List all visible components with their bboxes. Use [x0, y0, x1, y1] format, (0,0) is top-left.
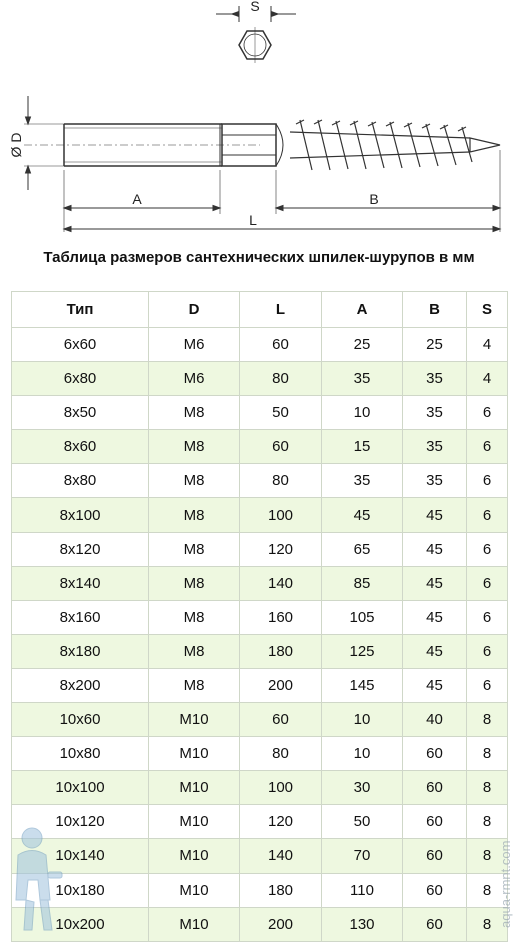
cell-b: 45	[403, 634, 467, 668]
cell-b: 45	[403, 566, 467, 600]
cell-a: 25	[322, 328, 403, 362]
cell-l: 180	[240, 873, 322, 907]
cell-s: 8	[467, 703, 508, 737]
cell-b: 40	[403, 703, 467, 737]
diameter-label: Ø D	[8, 132, 24, 158]
cell-a: 85	[322, 566, 403, 600]
cell-s: 8	[467, 839, 508, 873]
cell-type: 10x200	[12, 907, 149, 941]
cell-l: 120	[240, 532, 322, 566]
cell-l: 160	[240, 600, 322, 634]
cell-type: 10x140	[12, 839, 149, 873]
header-type: Тип	[12, 292, 149, 328]
table-row	[12, 634, 508, 668]
cell-d: M10	[149, 907, 240, 941]
cell-b: 35	[403, 464, 467, 498]
table-row	[12, 771, 508, 805]
cell-d: M6	[149, 362, 240, 396]
cell-s: 6	[467, 498, 508, 532]
cell-d: M6	[149, 328, 240, 362]
header-a: A	[322, 292, 403, 328]
a-dimension-label: A	[132, 191, 142, 207]
table-row	[12, 737, 508, 771]
cell-l: 140	[240, 566, 322, 600]
table-header-row	[12, 292, 508, 328]
cell-b: 25	[403, 328, 467, 362]
cell-type: 10x120	[12, 805, 149, 839]
cell-s: 6	[467, 396, 508, 430]
cell-b: 45	[403, 532, 467, 566]
cell-l: 100	[240, 498, 322, 532]
cell-b: 60	[403, 771, 467, 805]
cell-d: M8	[149, 668, 240, 702]
l-dimension-label: L	[249, 212, 257, 228]
cell-s: 8	[467, 907, 508, 941]
table-row	[12, 873, 508, 907]
cell-a: 15	[322, 430, 403, 464]
cell-a: 130	[322, 907, 403, 941]
cell-a: 30	[322, 771, 403, 805]
cell-d: M8	[149, 532, 240, 566]
cell-b: 45	[403, 498, 467, 532]
table-row	[12, 805, 508, 839]
cell-d: M10	[149, 703, 240, 737]
cell-d: M8	[149, 498, 240, 532]
cell-l: 60	[240, 430, 322, 464]
cell-s: 6	[467, 532, 508, 566]
cell-b: 45	[403, 600, 467, 634]
cell-type: 6x80	[12, 362, 149, 396]
cell-l: 100	[240, 771, 322, 805]
cell-b: 60	[403, 839, 467, 873]
cell-b: 35	[403, 396, 467, 430]
cell-l: 180	[240, 634, 322, 668]
header-b: B	[403, 292, 467, 328]
header-l: L	[240, 292, 322, 328]
metric-thread-section	[24, 124, 260, 166]
cell-a: 65	[322, 532, 403, 566]
cell-d: M10	[149, 839, 240, 873]
cell-type: 8x160	[12, 600, 149, 634]
cell-type: 8x120	[12, 532, 149, 566]
dimensions-table	[11, 291, 508, 942]
cell-d: M10	[149, 771, 240, 805]
cell-type: 10x60	[12, 703, 149, 737]
cell-s: 8	[467, 805, 508, 839]
table-row	[12, 328, 508, 362]
table-row	[12, 907, 508, 941]
cell-s: 6	[467, 464, 508, 498]
cell-l: 140	[240, 839, 322, 873]
cell-d: M10	[149, 805, 240, 839]
cell-s: 6	[467, 600, 508, 634]
cell-a: 110	[322, 873, 403, 907]
table-row	[12, 600, 508, 634]
cell-a: 105	[322, 600, 403, 634]
cell-b: 60	[403, 873, 467, 907]
table-row	[12, 532, 508, 566]
table-row	[12, 566, 508, 600]
b-dimension-label: B	[369, 191, 379, 207]
cell-l: 80	[240, 362, 322, 396]
cell-l: 200	[240, 668, 322, 702]
cell-a: 45	[322, 498, 403, 532]
cell-a: 70	[322, 839, 403, 873]
cell-type: 8x50	[12, 396, 149, 430]
cell-s: 8	[467, 737, 508, 771]
cell-s: 4	[467, 362, 508, 396]
table-row	[12, 464, 508, 498]
cell-b: 35	[403, 430, 467, 464]
wood-screw-thread	[290, 120, 500, 170]
cell-type: 8x180	[12, 634, 149, 668]
cell-s: 8	[467, 873, 508, 907]
diameter-dimension	[24, 96, 64, 190]
cell-type: 8x140	[12, 566, 149, 600]
cell-b: 45	[403, 668, 467, 702]
cell-d: M10	[149, 737, 240, 771]
cell-type: 6x60	[12, 328, 149, 362]
cell-l: 80	[240, 464, 322, 498]
table-row	[12, 839, 508, 873]
cell-b: 60	[403, 805, 467, 839]
header-s: S	[467, 292, 508, 328]
cell-s: 6	[467, 634, 508, 668]
cell-l: 50	[240, 396, 322, 430]
cell-d: M8	[149, 430, 240, 464]
table-row	[12, 498, 508, 532]
watermark-text: aqua-rmnt.com	[498, 840, 513, 928]
cell-l: 200	[240, 907, 322, 941]
cell-a: 50	[322, 805, 403, 839]
cell-type: 10x80	[12, 737, 149, 771]
hex-s-label: S	[250, 0, 260, 14]
cell-type: 8x80	[12, 464, 149, 498]
cell-l: 60	[240, 703, 322, 737]
cell-a: 145	[322, 668, 403, 702]
cell-type: 8x200	[12, 668, 149, 702]
cell-s: 4	[467, 328, 508, 362]
cell-a: 10	[322, 703, 403, 737]
table-row	[12, 396, 508, 430]
cell-d: M8	[149, 396, 240, 430]
cell-a: 125	[322, 634, 403, 668]
cell-type: 10x100	[12, 771, 149, 805]
cell-type: 10x180	[12, 873, 149, 907]
cell-d: M8	[149, 464, 240, 498]
cell-b: 60	[403, 907, 467, 941]
table-row	[12, 362, 508, 396]
cell-s: 6	[467, 430, 508, 464]
table-row	[12, 668, 508, 702]
cell-d: M8	[149, 566, 240, 600]
cell-d: M8	[149, 634, 240, 668]
hex-top-view	[216, 6, 296, 63]
cell-a: 10	[322, 396, 403, 430]
cell-type: 8x60	[12, 430, 149, 464]
cell-d: M10	[149, 873, 240, 907]
cell-s: 8	[467, 771, 508, 805]
cell-a: 35	[322, 362, 403, 396]
table-row	[12, 703, 508, 737]
cell-s: 6	[467, 566, 508, 600]
table-title: Таблица размеров сантехнических шпилек-шурупов в мм	[43, 249, 475, 266]
plumber-mascot-image	[10, 820, 70, 940]
cell-l: 80	[240, 737, 322, 771]
cell-b: 60	[403, 737, 467, 771]
cell-b: 35	[403, 362, 467, 396]
cell-l: 60	[240, 328, 322, 362]
cell-l: 120	[240, 805, 322, 839]
cell-s: 6	[467, 668, 508, 702]
stud-screw-drawing	[0, 0, 518, 240]
cell-d: M8	[149, 600, 240, 634]
table-row	[12, 430, 508, 464]
cell-type: 8x100	[12, 498, 149, 532]
cell-a: 10	[322, 737, 403, 771]
header-d: D	[149, 292, 240, 328]
cell-a: 35	[322, 464, 403, 498]
